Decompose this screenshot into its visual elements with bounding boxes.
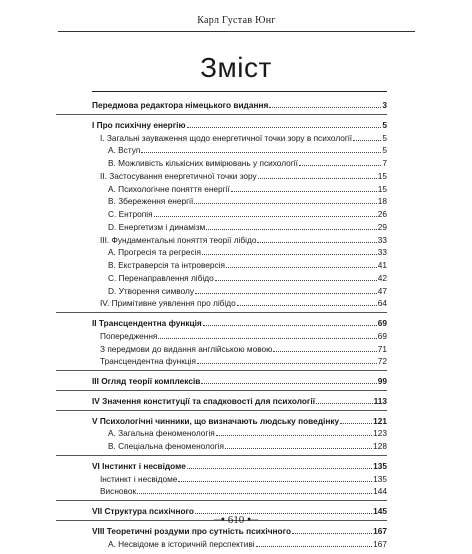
toc-entry-label: D. Утворення символу: [108, 285, 195, 296]
toc-entry-label: V Психологічні чинники, що визначають людську поведінку: [92, 415, 340, 426]
toc-entry[interactable]: [108, 284, 387, 296]
dot-leader: [231, 191, 377, 192]
dot-leader: [178, 481, 372, 482]
toc-entry-page: 69: [377, 318, 387, 328]
toc-entry[interactable]: [108, 537, 387, 549]
toc-entry[interactable]: [108, 156, 387, 168]
dot-leader: [292, 533, 372, 534]
toc-entry[interactable]: [108, 439, 387, 451]
toc-entry-label: C. Ентропія: [108, 209, 153, 219]
toc-section[interactable]: [92, 98, 387, 110]
toc-entry-page: 72: [377, 356, 387, 367]
toc-entry-page: 26: [377, 209, 387, 219]
title-rule: [92, 91, 387, 92]
toc-entry[interactable]: [108, 426, 387, 438]
toc-entry[interactable]: [100, 233, 387, 245]
page-number: 610: [227, 514, 245, 526]
toc-entry[interactable]: [100, 342, 387, 354]
toc-entry-label: Висновок: [100, 486, 137, 497]
toc-section[interactable]: [92, 414, 387, 426]
toc-entry[interactable]: [108, 194, 387, 206]
toc-entry-label: З передмови до видання англійською мовою: [100, 343, 273, 354]
dot-leader: [187, 127, 382, 128]
toc-entry-label: C. Перенаправлення лібідо: [108, 272, 214, 283]
toc-entry[interactable]: [100, 131, 387, 143]
toc-entry-label: B. Збереження енергії: [108, 196, 194, 207]
section-separator: [56, 500, 387, 501]
toc-entry-label: Передмова редактора німецького видання: [92, 100, 269, 110]
toc-entry-label: IV Значення конституції та спадковості для психології: [92, 395, 316, 406]
toc-entry-page: 128: [373, 441, 387, 451]
dot-leader: [187, 468, 372, 469]
dot-leader: [216, 435, 372, 436]
dot-leader: [353, 140, 381, 141]
toc-entry-page: 69: [377, 330, 387, 341]
toc-entry-page: 15: [377, 170, 387, 181]
toc-entry-label: Інстинкт і несвідоме: [100, 473, 178, 484]
dot-leader: [316, 403, 373, 404]
dot-leader: [256, 546, 373, 547]
toc-entry-page: 135: [373, 473, 387, 484]
dot-leader: [201, 383, 376, 384]
toc-entry-label: B. Можливість кількісних вимірювань у психології: [108, 158, 298, 168]
toc-entry-page: 5: [382, 145, 387, 156]
dot-leader: [237, 305, 377, 306]
toc-entry-label: Трансцендентна функція: [100, 356, 196, 367]
header-author: Карл Густав Юнг: [197, 15, 276, 26]
toc-entry-label: VI Інстинкт і несвідоме: [92, 460, 186, 471]
dot-leader: [299, 165, 381, 166]
footer-left-mark: —●: [213, 515, 225, 523]
section-separator: [56, 455, 387, 456]
toc-entry-label: A. Прогресія та регресія: [108, 247, 201, 258]
toc-section[interactable]: [92, 394, 387, 406]
toc-entry[interactable]: [108, 143, 387, 155]
toc-entry-label: A. Загальна феноменологія: [108, 428, 215, 439]
toc-entry-label: A. Психологічне поняття енергії: [108, 183, 230, 194]
toc-section[interactable]: [92, 118, 387, 130]
toc-entry-page: 41: [377, 260, 387, 270]
toc-entry-page: 121: [373, 415, 387, 426]
dot-leader: [340, 423, 372, 424]
toc-entry[interactable]: [100, 354, 387, 366]
page-title: Зміст: [200, 52, 272, 83]
toc-entry-page: 135: [373, 460, 387, 471]
toc-entry-page: 7: [382, 158, 387, 168]
toc-entry-label: I Про психічну енергію: [92, 119, 186, 130]
dot-leader: [202, 254, 377, 255]
toc-entry-page: 15: [377, 183, 387, 194]
toc-entry-label: VII Структура психічного: [92, 506, 194, 516]
toc-entry-page: 29: [377, 221, 387, 232]
toc-entry-label: A. Несвідоме в історичній перспективі: [108, 538, 255, 549]
dot-leader: [258, 178, 377, 179]
toc-entry-page: 71: [377, 343, 387, 354]
dot-leader: [203, 325, 377, 326]
dot-leader: [195, 293, 377, 294]
toc-entry[interactable]: [108, 220, 387, 232]
toc-entry-page: 42: [377, 272, 387, 283]
toc-entry[interactable]: [108, 245, 387, 257]
toc-entry[interactable]: [100, 296, 387, 308]
toc-entry-label: B. Екстраверсія та інтроверсія: [108, 260, 226, 270]
toc-entry-label: Попередження: [100, 330, 158, 341]
dot-leader: [158, 338, 376, 339]
dot-leader: [154, 216, 377, 217]
toc-entry-page: 113: [373, 395, 387, 406]
dot-leader: [194, 203, 376, 204]
toc-entry-page: 167: [373, 538, 387, 549]
toc-entry-page: 99: [377, 376, 387, 386]
dot-leader: [197, 363, 377, 364]
dot-leader: [137, 493, 372, 494]
toc-entry-label: B. Спеціальна феноменологія: [108, 441, 224, 451]
toc-section[interactable]: [92, 316, 387, 328]
dot-leader: [257, 242, 376, 243]
dot-leader: [269, 107, 381, 108]
toc-entry-page: 144: [373, 486, 387, 497]
section-separator: [56, 312, 387, 313]
toc-entry-page: 123: [373, 428, 387, 439]
section-separator: [56, 390, 387, 391]
toc-entry[interactable]: [108, 182, 387, 194]
toc-entry-page: 33: [377, 234, 387, 245]
toc-entry-page: 167: [373, 525, 387, 536]
section-separator: [56, 410, 387, 411]
toc-entry[interactable]: [108, 258, 387, 270]
toc-entry[interactable]: [100, 169, 387, 181]
toc-entry-page: 5: [382, 119, 387, 130]
footer-right-mark: ●—: [247, 515, 259, 523]
toc-entry-label: III Огляд теорії комплексів: [92, 376, 201, 386]
toc-entry-label: I. Загальні зауваження щодо енергетичної точки зору в психології: [100, 132, 353, 143]
toc-entry-page: 18: [377, 196, 387, 207]
toc-entry-label: IV. Примітивне уявлення про лібідо: [100, 298, 236, 309]
toc-entry-label: D. Енергетизм і динамізм: [108, 221, 206, 232]
toc-entry[interactable]: [100, 329, 387, 341]
dot-leader: [215, 280, 377, 281]
toc-entry-label: II Трансцендентна функція: [92, 318, 202, 328]
toc-entry[interactable]: [100, 484, 387, 496]
toc-section[interactable]: [92, 374, 387, 386]
toc-entry-page: 64: [377, 298, 387, 309]
toc-entry-label: II. Застосування енергетичної точки зору: [100, 170, 257, 181]
dot-leader: [206, 229, 377, 230]
toc-entry-page: 145: [373, 506, 387, 516]
dot-leader: [226, 267, 377, 268]
dot-leader: [273, 351, 376, 352]
toc-entry-page: 33: [377, 247, 387, 258]
toc-entry[interactable]: [108, 207, 387, 219]
toc-entry[interactable]: [100, 472, 387, 484]
toc-entry-page: 3: [382, 100, 387, 110]
toc-entry-label: A. Вступ: [108, 145, 141, 156]
dot-leader: [141, 152, 381, 153]
dot-leader: [225, 448, 372, 449]
toc-section[interactable]: [92, 459, 387, 471]
running-header: [58, 9, 415, 32]
toc-entry-label: VIII Теоретичні роздуми про сутність психічного: [92, 525, 292, 536]
toc-entry-page: 5: [382, 132, 387, 143]
toc-entry-label: III. Фундаментальні поняття теорії лібідо: [100, 234, 257, 245]
toc-entry-page: 47: [377, 285, 387, 296]
section-separator: [56, 370, 387, 371]
section-separator: [56, 114, 387, 115]
page-footer: [0, 514, 472, 526]
toc-entry[interactable]: [108, 271, 387, 283]
